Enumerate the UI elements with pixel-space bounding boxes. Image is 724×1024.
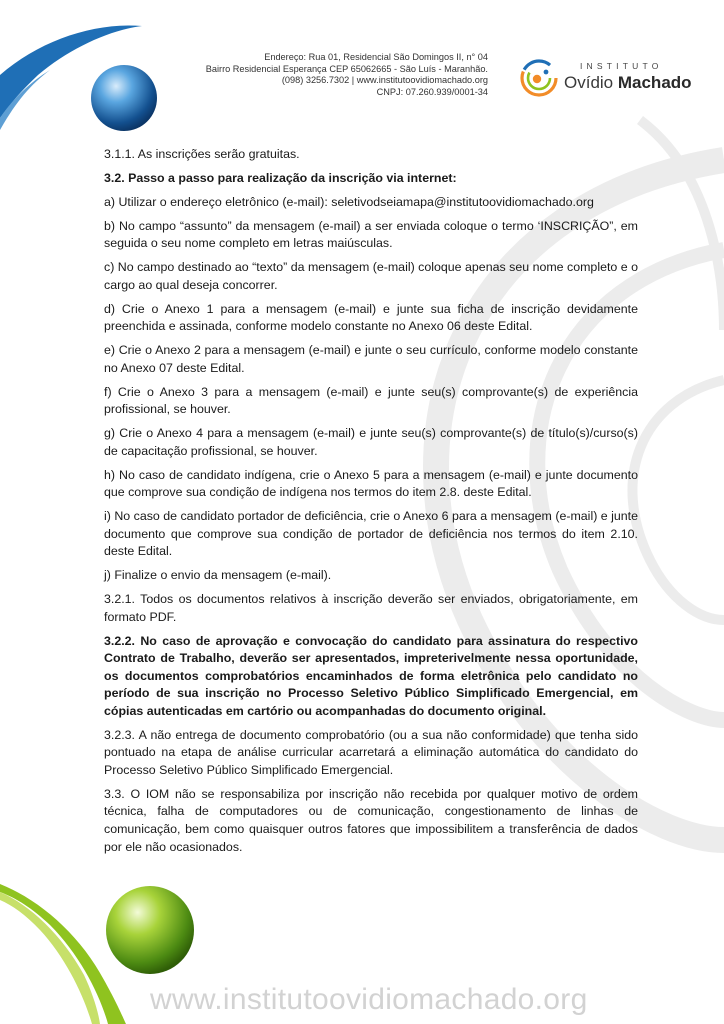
green-orb — [106, 886, 194, 974]
paragraph: 3.3. O IOM não se responsabiliza por inscrição não recebida por qualquer motivo de ordem técnica, falha de computadores ou de comunicação, congestionamento de linhas de comunicação, bem como quaisquer outros fatores que impossibilitem a transferência de dados por ele não ocasionados. — [104, 786, 638, 854]
paragraph: g) Crie o Anexo 4 para a mensagem (e-mail) e junte seu(s) comprovante(s) de título(s)/curso(s) de capacitação profissional, se houver. — [104, 426, 638, 458]
footer-website: www.institutoovidiomachado.org — [150, 983, 588, 1016]
bold-paragraph: 3.2.2. No caso de aprovação e convocação do candidato para assinatura do respectivo Contrato de Trabalho, deverão ser apresentados, impreterivelmente nessa oportunidade, os documentos comprobatórios encaminhados de forma eletrônica pelo candidato no período de sua inscrição no Processo Seletivo Público Simplificado Emergencial, em cópias autenticadas em cartório ou acompanhadas do documento original. — [104, 633, 638, 718]
document-body — [104, 146, 638, 863]
iom-logo-icon — [518, 57, 560, 99]
logo-top-text: INSTITUTO — [580, 61, 663, 71]
logo-name-bold: Machado — [617, 73, 692, 92]
paragraph: a) Utilizar o endereço eletrônico (e-mail): seletivodseiamapa@institutoovidiomachado.org — [104, 194, 594, 209]
paragraph: i) No caso de candidato portador de deficiência, crie o Anexo 6 para a mensagem (e-mail) e junte documento que comprove sua condição de portador de deficiência nos termos do item 2.10. deste Edital. — [104, 509, 638, 559]
paragraph: j) Finalize o envio da mensagem (e-mail). — [104, 568, 332, 583]
logo-name-regular: Ovídio — [564, 73, 618, 92]
address-line: Endereço: Rua 01, Residencial São Domingos II, n° 04 — [264, 52, 488, 62]
address-line: (098) 3256.7302 | www.institutoovidiomachado.org — [281, 75, 488, 85]
section-heading: 3.2. Passo a passo para realização da inscrição via internet: — [104, 170, 457, 185]
paragraph: f) Crie o Anexo 3 para a mensagem (e-mail) e junte seu(s) comprovante(s) de experiência profissional, se houver. — [104, 384, 638, 417]
paragraph: 3.1.1. As inscrições serão gratuitas. — [104, 147, 300, 161]
paragraph: e) Crie o Anexo 2 para a mensagem (e-mail) e junte o seu currículo, conforme modelo constante no Anexo 07 deste Edital. — [104, 343, 638, 375]
paragraph: b) No campo “assunto” da mensagem (e-mail) a ser enviada coloque o termo ‘INSCRIÇÃO”, em seguida o seu nome completo em letras maiúsculas. — [104, 218, 638, 251]
paragraph: 3.2.3. A não entrega de documento comprobatório (ou a sua não conformidade) que tenha sido pontuado na etapa de análise curricular acarretará a eliminação automática do candidato do Processo Seletivo Público Simplificado Emergencial. — [104, 727, 638, 777]
address-line: Bairro Residencial Esperança CEP 65062665 - São Luís - Maranhão. — [205, 63, 488, 74]
institute-logo — [518, 57, 698, 99]
address-line: CNPJ: 07.260.939/0001-34 — [376, 86, 488, 97]
paragraph: 3.2.1. Todos os documentos relativos à inscrição deverão ser enviados, obrigatoriamente, em formato PDF. — [104, 592, 638, 624]
header-address — [128, 52, 488, 98]
paragraph: h) No caso de candidato indígena, crie o Anexo 5 para a mensagem (e-mail) e junte documento que comprove sua condição de indígena nos termos do item 2.8. deste Edital. — [104, 467, 638, 500]
logo-name — [564, 73, 692, 93]
paragraph: c) No campo destinado ao “texto” da mensagem (e-mail) coloque apenas seu nome completo e o cargo ao qual deseja concorrer. — [104, 260, 638, 292]
paragraph: d) Crie o Anexo 1 para a mensagem (e-mail) e junte sua ficha de inscrição devidamente preenchida e assinada, conforme modelo constante no Anexo 06 deste Edital. — [104, 301, 638, 334]
